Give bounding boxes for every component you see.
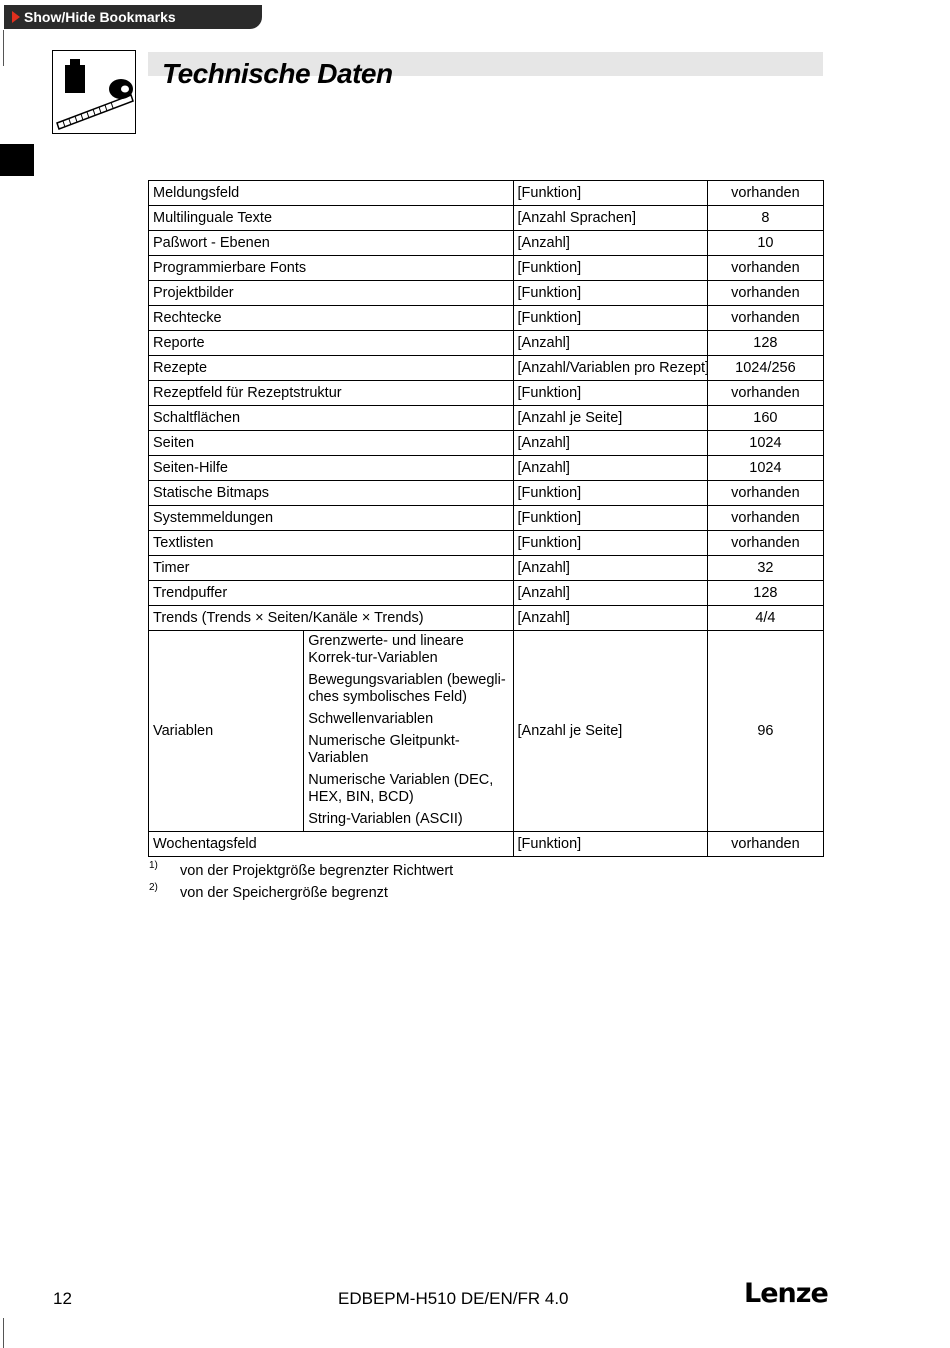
- unit-cell: [Anzahl]: [513, 231, 707, 256]
- table-row: [149, 506, 824, 531]
- table-row: [149, 256, 824, 281]
- page-title: Technische Daten: [162, 58, 393, 89]
- feature-cell: Programmierbare Fonts: [149, 256, 514, 281]
- table-row: [149, 431, 824, 456]
- unit-cell: [Funktion]: [513, 381, 707, 406]
- document-id: EDBEPM-H510 DE/EN/FR 4.0: [338, 1289, 569, 1308]
- feature-cell: Reporte: [149, 331, 514, 356]
- table-row: [149, 306, 824, 331]
- footnote-mark: 2): [149, 882, 158, 893]
- table-row: [149, 481, 824, 506]
- feature-cell: Seiten: [149, 431, 514, 456]
- unit-cell: [Funktion]: [513, 256, 707, 281]
- margin-rule: [3, 30, 4, 66]
- table-row: [149, 281, 824, 306]
- table-row: [149, 556, 824, 581]
- page-number: 12: [53, 1289, 72, 1308]
- unit-cell: [Anzahl]: [513, 456, 707, 481]
- footnote-text: von der Speichergröße begrenzt: [180, 885, 388, 901]
- value-cell: 1024: [707, 456, 823, 481]
- unit-cell: [Anzahl]: [513, 606, 707, 631]
- feature-cell: Multilinguale Texte: [149, 206, 514, 231]
- table-row: [149, 381, 824, 406]
- value-cell: vorhanden: [707, 832, 823, 857]
- feature-cell: Trends (Trends × Seiten/Kanäle × Trends): [149, 606, 514, 631]
- feature-cell: Schaltflächen: [149, 406, 514, 431]
- variable-type: Grenzwerte- und lineare Korrek-tur-Variablen: [308, 633, 464, 666]
- value-cell: vorhanden: [707, 256, 823, 281]
- feature-cell: Timer: [149, 556, 514, 581]
- table-row: [149, 456, 824, 481]
- unit-cell: [Anzahl je Seite]: [513, 406, 707, 431]
- value-cell: 8: [707, 206, 823, 231]
- unit-cell: [Anzahl/Variablen pro Rezept]: [513, 356, 707, 381]
- variable-type: Numerische Gleitpunkt-Variablen: [308, 733, 460, 766]
- value-cell: vorhanden: [707, 381, 823, 406]
- value-cell: 96: [707, 631, 823, 832]
- technical-data-table: [148, 180, 824, 857]
- feature-cell: Trendpuffer: [149, 581, 514, 606]
- table-row: [149, 531, 824, 556]
- feature-cell: Wochentagsfeld: [149, 832, 514, 857]
- show-hide-bookmarks-button[interactable]: [4, 5, 262, 29]
- value-cell: vorhanden: [707, 531, 823, 556]
- footnote-text: von der Projektgröße begrenzter Richtwert: [180, 863, 454, 879]
- unit-cell: [Funktion]: [513, 181, 707, 206]
- unit-cell: [Anzahl]: [513, 556, 707, 581]
- value-cell: vorhanden: [707, 306, 823, 331]
- feature-cell: Rezepte: [149, 356, 514, 381]
- triangle-right-icon: [12, 11, 20, 23]
- bookmarks-label: Show/Hide Bookmarks: [24, 9, 176, 25]
- unit-cell: [Anzahl Sprachen]: [513, 206, 707, 231]
- unit-cell: [Anzahl]: [513, 431, 707, 456]
- variable-types-cell: [304, 631, 513, 832]
- unit-cell: [Funktion]: [513, 306, 707, 331]
- feature-cell: Paßwort - Ebenen: [149, 231, 514, 256]
- chapter-marker: [0, 144, 34, 176]
- value-cell: 128: [707, 331, 823, 356]
- value-cell: 1024: [707, 431, 823, 456]
- table-row: [149, 406, 824, 431]
- table-row: [149, 832, 824, 857]
- unit-cell: [Funktion]: [513, 506, 707, 531]
- value-cell: vorhanden: [707, 281, 823, 306]
- table-row: [149, 606, 824, 631]
- value-cell: vorhanden: [707, 506, 823, 531]
- variable-type: Numerische Variablen (DEC, HEX, BIN, BCD): [308, 772, 494, 805]
- value-cell: 10: [707, 231, 823, 256]
- unit-cell: [Funktion]: [513, 281, 707, 306]
- value-cell: 4/4: [707, 606, 823, 631]
- footnote-mark: 1): [149, 860, 158, 871]
- feature-cell: Rezeptfeld für Rezeptstruktur: [149, 381, 514, 406]
- feature-cell: Variablen: [149, 631, 304, 832]
- unit-cell: [Anzahl je Seite]: [513, 631, 707, 832]
- feature-cell: Systemmeldungen: [149, 506, 514, 531]
- feature-cell: Projektbilder: [149, 281, 514, 306]
- table-row: [149, 181, 824, 206]
- feature-cell: Rechtecke: [149, 306, 514, 331]
- feature-cell: Meldungsfeld: [149, 181, 514, 206]
- table-row: [149, 231, 824, 256]
- unit-cell: [Anzahl]: [513, 581, 707, 606]
- variable-type: Schwellenvariablen: [308, 711, 434, 727]
- unit-cell: [Funktion]: [513, 531, 707, 556]
- table-row: [149, 356, 824, 381]
- value-cell: 32: [707, 556, 823, 581]
- variable-type: Bewegungsvariablen (bewegli-ches symbolisches Feld): [308, 672, 506, 705]
- table-body: [149, 181, 824, 857]
- value-cell: vorhanden: [707, 181, 823, 206]
- variable-type: String-Variablen (ASCII): [308, 811, 463, 827]
- unit-cell: [Funktion]: [513, 481, 707, 506]
- value-cell: 160: [707, 406, 823, 431]
- value-cell: 1024/256: [707, 356, 823, 381]
- margin-rule: [3, 1318, 4, 1348]
- brand-logo: Lenze: [744, 1278, 828, 1309]
- value-cell: vorhanden: [707, 481, 823, 506]
- table-row-variables: [149, 631, 824, 832]
- table-row: [149, 206, 824, 231]
- weight-and-measuring-tape-icon: [52, 50, 136, 134]
- unit-cell: [Funktion]: [513, 832, 707, 857]
- feature-cell: Textlisten: [149, 531, 514, 556]
- feature-cell: Statische Bitmaps: [149, 481, 514, 506]
- unit-cell: [Anzahl]: [513, 331, 707, 356]
- table-row: [149, 331, 824, 356]
- feature-cell: Seiten-Hilfe: [149, 456, 514, 481]
- table-row: [149, 581, 824, 606]
- value-cell: 128: [707, 581, 823, 606]
